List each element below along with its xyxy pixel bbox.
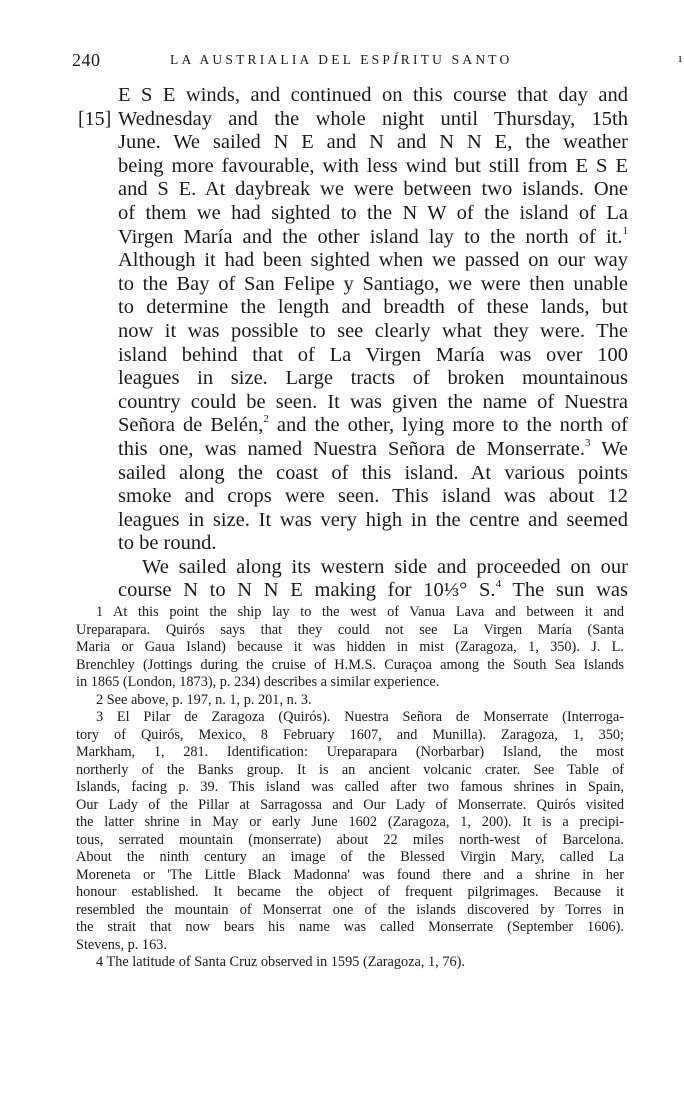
running-title: LA AUSTRIALIA DEL ESPÍRITU SANTO — [170, 52, 513, 67]
main-text — [78, 84, 629, 603]
footnote-line: 3 El Pilar de Zaragoza (Quirós). Nuestra Señora de Monserrate (Interroga- — [96, 709, 624, 725]
body-line: this one, was named Nuestra Señora de Monserrate.$^3$ We — [118, 436, 629, 460]
body-line: [15] Wednesday and the whole night until Thursday, 15th — [78, 107, 628, 130]
body-line: We sailed along its western side and proceeded on our — [142, 555, 628, 578]
footnote-line: tous, serrated mountain (monserrate) about 22 miles north-west of Barcelona. — [76, 831, 624, 848]
body-line: to the Bay of San Felipe y Santiago, we were then unable — [118, 272, 628, 295]
body-line: Although it had been sighted when we passed on our way — [118, 249, 628, 272]
body-line: leagues in size. Large tracts of broken mountainous — [118, 367, 628, 390]
footnote-line: honour established. It became the object of frequent pilgrimages. Because it — [76, 884, 624, 900]
footnote-line: in 1865 (London, 1873), p. 234) describes a similar experience. — [76, 674, 440, 690]
footnote-1 — [76, 604, 624, 692]
body-line: to determine the length and breadth of these lands, but — [118, 296, 628, 319]
body-line: smoke and crops were seen. This island was about 12 — [118, 485, 628, 508]
body-line: of them we had sighted to the N W of the island of La — [118, 201, 628, 224]
body-line: sailed along the coast of this island. At various points — [118, 461, 628, 484]
footnotes — [76, 604, 624, 972]
body-line: June. We sailed N E and N and N N E, the weather — [118, 131, 628, 154]
note-ref: 3 — [584, 436, 591, 449]
footnote-line: tory of Quirós, Mexico, 8 February 1607, and Munilla). Zaragoza, 1, 350; — [76, 726, 624, 743]
body-line: leagues in size. It was very high in the centre and seemed — [118, 508, 628, 531]
body-line: Señora de Belén,$^2$ and the other, lying more to the north of — [118, 413, 628, 437]
body-line: being more favourable, with less wind but still from E S E — [118, 154, 628, 177]
footnote-4 — [76, 954, 624, 972]
footnote-line: 2 See above, p. 197, n. 1, p. 201, n. 3. — [96, 691, 312, 708]
body-line: now it was possible to see clearly what they were. The — [118, 319, 628, 342]
body-line: course N to N N E making for 10⅓° S.$^4$ The sun was — [118, 578, 628, 602]
note-ref: 2 — [263, 413, 269, 426]
body-line: E S E winds, and continued on this course that day and — [118, 84, 628, 106]
margin-date-number: [15] — [78, 107, 112, 130]
footnote-line: Moreneta or 'The Little Black Madonna' was found there and a shrine in her — [76, 866, 624, 883]
footnote-line: Markham, 1, 281. Identification: Ureparapara (Norbarbar) Island, the most — [76, 744, 624, 760]
footnote-line: Stevens, p. 163. — [76, 936, 167, 953]
footnote-line: Our Lady of the Pillar at Sarragossa and Our Lady of Monserrate. Quirós visited — [76, 796, 624, 813]
footnote-line: the strait that now bears his name was called Monserrate (September 1606). — [76, 919, 624, 935]
footnote-line: 4 The latitude of Santa Cruz observed in 1595 (Zaragoza, 1, 76). — [96, 954, 465, 970]
page-number: 240 — [72, 50, 101, 70]
footnote-line: the latter shrine in May or early June 1602 (Zaragoza, 1, 200). It is a precipi- — [76, 814, 624, 830]
footnote-line: 1 At this point the ship lay to the west of Vanua Lava and between it and — [96, 604, 624, 620]
body-line: to be round. — [118, 532, 217, 555]
running-head — [72, 50, 672, 74]
body-line: country could be seen. It was given the name of Nuestra — [118, 390, 628, 413]
edge-mark: ı — [678, 50, 682, 65]
body-line: and S E. At daybreak we were between two islands. One — [118, 178, 628, 201]
footnote-line: resembled the mountain of Monserrat one of the islands discovered by Torres in — [76, 901, 624, 918]
note-ref: 1 — [622, 224, 628, 237]
footnote-line: Brenchley (Jottings during the cruise of H.M.S. Curaçoa among the South Sea Islands — [76, 656, 624, 673]
footnote-3 — [76, 709, 624, 954]
footnote-2 — [76, 692, 624, 710]
body-line: Virgen María and the other island lay to the north of it.$^1$ — [118, 224, 628, 248]
footnote-line: About the ninth century an image of the Blessed Virgin Mary, called La — [76, 849, 624, 865]
footnote-line: northerly of the Banks group. It is an ancient volcanic crater. See Table of — [76, 761, 624, 778]
footnote-line: Maria or Gaua Island) because it was hidden in mist (Zaragoza, 1, 350). J. L. — [76, 639, 624, 655]
footnote-line: Islands, facing p. 39. This island was called after two famous shrines in Spain, — [76, 779, 624, 795]
footnote-line: Ureparapara. Quirós says that they could not see La Virgen María (Santa — [76, 621, 624, 638]
body-line: island behind that of La Virgen María was over 100 — [118, 343, 628, 366]
note-ref: 4 — [495, 578, 502, 591]
